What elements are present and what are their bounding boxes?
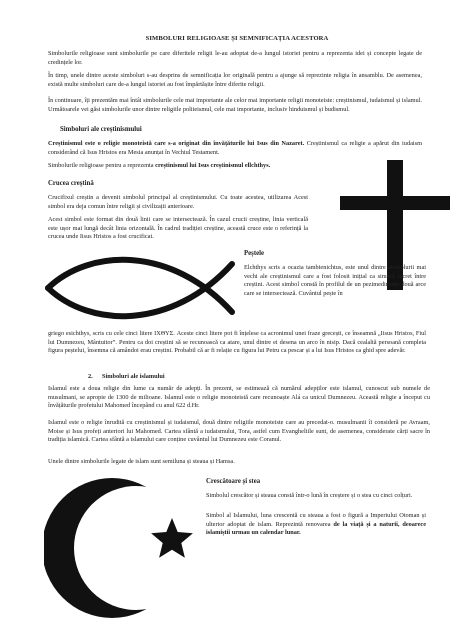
fish-paragraph-1: Elchthys scris a ocazia tambienichtus, este unul dintre simbolurii mai vechi ale creștinismul care a fost folosit inițial ca simbol secret între creștini. Acest simbol constă în profilul de un pezimedinante două arce care se intersectează. Cuvântul pește în	[244, 264, 426, 297]
cross-paragraph-2: Acest simbol este format din două linii care se intersectează. În cazul crucii creștine, linia verticală este ușor mai lungă decât linia orizontală. În cadrul tradiției creștine, această cruce este o referință la crucea unde Iisus Hristos a fost crucificat.	[48, 216, 308, 241]
intro-paragraph-2: În timp, unele dintre aceste simboluri s-au desprins de semnificația lor originală pentru a ajunge să reprezinte religia în ansamblu. De asemenea, există multe simboluri care de-a lungul istoriei au fost împărtășite între diferite religii.	[48, 72, 422, 88]
intro-paragraph-3: În continuare, îți prezentăm mai întâi simbolurile cele mai importante ale celor mai importante religii monoteiste: creștinismul, iudaismul și islamul. Următoarele vei găsi simbolurile unor dintre religiile politeismul, cele mai importante, inclusiv hinduismul și budismul.	[48, 97, 422, 113]
crescent-star-icon	[44, 474, 204, 624]
section-1-heading: Simboluri ale creștinismului	[60, 126, 142, 133]
christianity-intro	[48, 140, 422, 157]
crescent-paragraph-2	[206, 512, 426, 538]
cross-heading: Crucea creștină	[48, 180, 94, 187]
islam-paragraph-1: Islamul este a doua religie din lume ca număr de adepți. În prezent, se estimează că numărul adepților este islamul, cunoscut sub numele de musulmani, se apropie de 1300 de milioane. Islamul este o religie monoteistă care recunoaște Alá ca unicul Dumnezeu. Această religie a început cu învățăturile profetului Mahomed începând cu anul 622 d.Hr.	[48, 385, 430, 410]
christian-symbols-line-text: Simbolurile religioase pentru a reprezenta	[48, 162, 154, 169]
intro-paragraph-1: Simbolurile religioase sunt simbolurile pe care diferitele religii le-au adoptat de-a lungul istoriei pentru a reprezenta idei și concepte legate de credințele lor.	[48, 50, 422, 66]
christianity-intro-tail: Creștinismul ca religie a apărut din iudaism considerând că Isus Hristos era Mesia anunțat în Vechiul Testament.	[48, 140, 422, 156]
section-2-heading: Simboluri ale islamului	[102, 373, 165, 380]
crescent-heading: Crescătoare și stea	[206, 478, 261, 485]
islam-paragraph-2: Islamul este o religie înrudită cu creștinismul și iudaismul, două dintre religiile monoteiste care au precedat-o. musulmanii îi consideră pe Avraam, Moise și Isus profeți anteriori lui Mahomed. Cartea sfântă a iudaismului, Tora, astfel cum Evangheliile sunt, de asemenea, considerate cărți sacre în tradiția islamică. Cartea sfântă a islamului care conține cuvântul lui Dumnezeu este Coranul.	[48, 419, 430, 444]
fish-heading: Peștele	[244, 250, 264, 257]
crescent-paragraph-1: Simbolul crescător și steaua constă într-o lună în creștere și o stea cu cinci colțuri.	[206, 492, 413, 499]
christian-symbols-line-bold: creștinismul lui Isus creștinismul ellchthys.	[153, 162, 271, 169]
section-2-number: 2.	[88, 373, 93, 380]
islam-paragraph-3: Unele dintre simbolurile legate de islam sunt semiluna și steaua și Hamsa.	[48, 458, 235, 465]
fish-paragraph-2: griego esichthys, scris cu cele cinci litere ΙΧΘΥΣ. Aceste cinci litere pot fi înțelese ca acronimul unei fraze grecești, ce înseamnă „Iisus Hristos, Fiul lui Dumnezeu, Mântuitor”. Pentru ca doi creștini să se recunoască ca atare, unul dintre ei desena un arco în nisip. Dacă cealaltă persoană completa figura peștelui, însemna că amândoi erau creștini. Probabil că ar fi relație cu figura lui Petru ca pescar și a lui Isus Hristos ca ghid spre adevăr.	[48, 330, 426, 355]
crescent-paragraph-2-text: Simbol al Islamului, luna crescentă cu steaua a fost o figură a Imperiului Otoman și ulterior adoptat de islam. Reprezintă renovarea	[206, 512, 426, 528]
page-title: SIMBOLURI RELIGIOASE ȘI SEMNIFICAȚIA ACESTORA	[145, 35, 329, 42]
christianity-intro-bold: Creștinismul este o religie monoteistă care s-a originat din învățăturile lui Isus din Nazaret.	[48, 140, 305, 147]
crescent-paragraph-2-bold: de la viață și a naturii, deoarece islamiștii urmau un calendar lunar.	[206, 520, 426, 537]
cross-paragraph-1: Crucifixul creștin a devenit simbolul principal al creștinismului. Cu toate acestea, utilizarea Acest simbol era deja comun între religii și civilizații anterioare.	[48, 194, 308, 210]
ichthys-fish-icon	[44, 252, 240, 324]
